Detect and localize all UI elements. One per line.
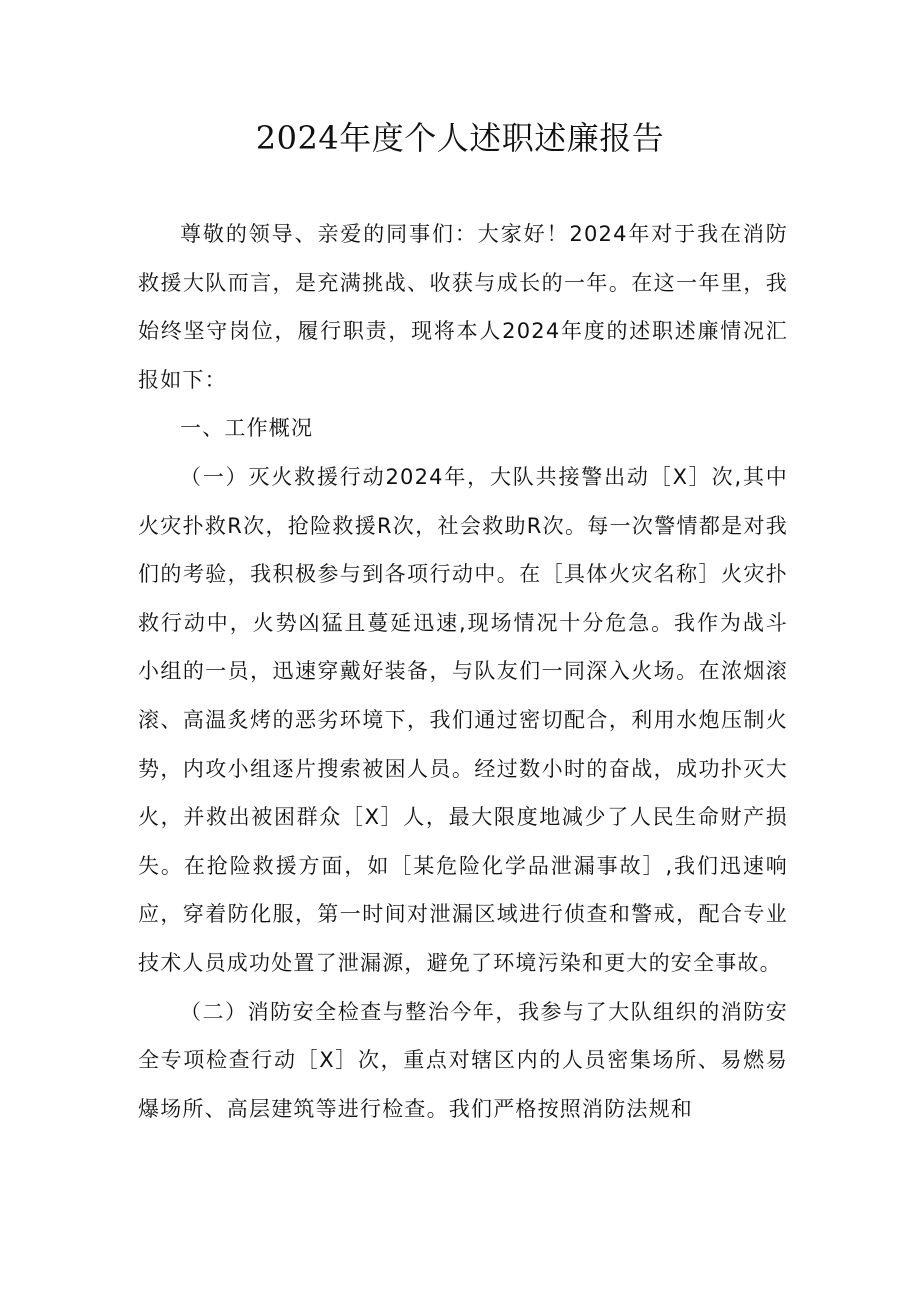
document-body	[138, 210, 788, 1133]
paragraph-firefighting-rescue: （一）灭火救援行动2024年，大队共接警出动［X］次,其中火灾扑救R次，抢险救援R次，社会救助R次。每一次警情都是对我们的考验，我积极参与到各项行动中。在［具体火灾名称］火灾扑救行动中，火势凶猛且蔓延迅速,现场情况十分危急。我作为战斗小组的一员，迅速穿戴好装备，与队友们一同深入火场。在浓烟滚滚、高温炙烤的恶劣环境下，我们通过密切配合，利用水炮压制火势，内攻小组逐片搜索被困人员。经过数小时的奋战，成功扑灭大火，并救出被困群众［X］人，最大限度地减少了人民生命财产损失。在抢险救援方面，如［某危险化学品泄漏事故］,我们迅速响应，穿着防化服，第一时间对泄漏区域进行侦查和警戒，配合专业技术人员成功处置了泄漏源，避免了环境污染和更大的安全事故。	[138, 464, 788, 975]
section-heading-work-overview: 一、工作概况	[180, 416, 314, 441]
intro-paragraph: 尊敬的领导、亲爱的同事们：大家好！2024年对于我在消防救援大队而言，是充满挑战、收获与成长的一年。在这一年里，我始终坚守岗位，履行职责，现将本人2024年度的述职述廉情况汇报如下：	[138, 222, 788, 392]
paragraph-safety-inspection: （二）消防安全检查与整治今年，我参与了大队组织的消防安全专项检查行动［X］次，重点对辖区内的人员密集场所、易燃易爆场所、高层建筑等进行检查。我们严格按照消防法规和	[138, 999, 788, 1121]
document-title: 2024年度个人述职述廉报告	[255, 119, 665, 157]
